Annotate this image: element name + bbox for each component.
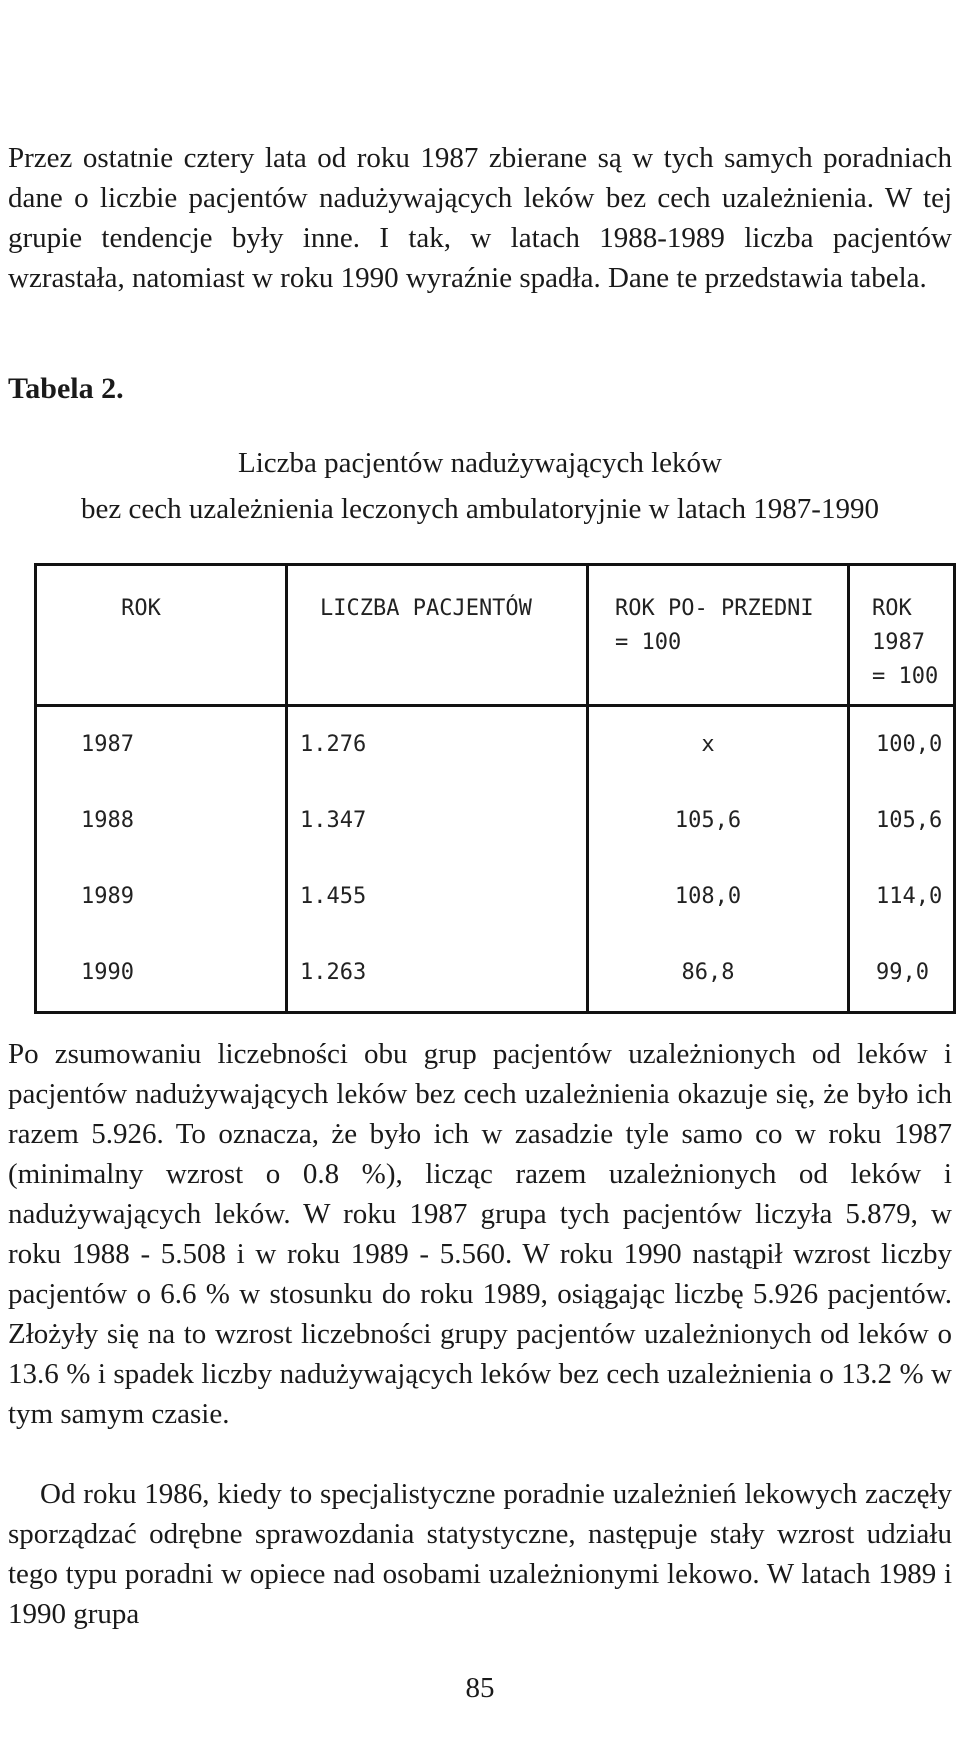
header-year: ROK — [36, 565, 287, 706]
cell-1987-index: 105,6 — [849, 783, 955, 859]
table-row — [36, 859, 955, 935]
cell-patient-count: 1.455 — [287, 859, 588, 935]
paragraph-specialist-clinics: Od roku 1986, kiedy to specjalistyczne poradnie uzależnień lekowych zaczęły sporządzać odrębne sprawozdania statystyczne, następuje stały wzrost udziału tego typu poradni w opiece nad osobami uzależnionymi lekowo. W latach 1989 i 1990 grupa — [8, 1478, 952, 1630]
cell-1987-index: 114,0 — [849, 859, 955, 935]
table-caption-line-2: bez cech uzależnienia leczonych ambulatoryjnie w latach 1987-1990 — [81, 493, 879, 525]
cell-year: 1987 — [81, 732, 134, 757]
table-row — [36, 706, 955, 784]
paragraph-summary: Po zsumowaniu liczebności obu grup pacjentów uzależnionych od leków i pacjentów nadużywających leków bez cech uzależnienia okazuje się, że było ich razem 5.926. To oznacza, że było ich w zasadzie tyle samo co w roku 1987 (minimalny wzrost o 0.8 %), licząc razem uzależnionych od leków i nadużywających leków. W roku 1987 grupa tych pacjentów liczyła 5.879, w roku 1988 - 5.508 i w roku 1989 - 5.560. W roku 1990 nastąpił wzrost liczby pacjentów o 6.6 % w stosunku do roku 1989, osiągając liczbę 5.926 pacjentów. Złożyły się na to wzrost liczebności grupy pacjentów uzależnionych od leków o 13.6 % i spadek liczby nadużywających leków bez cech uzależnienia o 13.2 % w tym samym czasie. — [8, 1038, 952, 1430]
cell-patient-count: 1.347 — [287, 783, 588, 859]
patients-table — [34, 563, 956, 1014]
cell-patient-count: 1.263 — [287, 935, 588, 1013]
paragraph-intro: Przez ostatnie cztery lata od roku 1987 zbierane są w tych samych poradniach dane o liczbie pacjentów nadużywających leków bez cech uzależnienia. W tej grupie tendencje były inne. I tak, w latach 1988-1989 liczba pacjentów wzrastała, natomiast w roku 1990 wyraźnie spadła. Dane te przedstawia tabela. — [8, 142, 952, 294]
table-caption — [0, 440, 960, 532]
header-patient-count: LICZBA PACJENTÓW — [287, 565, 588, 706]
cell-prev-year-index: x — [588, 706, 849, 784]
cell-year: 1989 — [81, 884, 134, 909]
table-row — [36, 935, 955, 1013]
cell-prev-year-index: 86,8 — [588, 935, 849, 1013]
table-label: Tabela 2. — [8, 372, 124, 405]
cell-patient-count: 1.276 — [287, 706, 588, 784]
cell-year: 1990 — [81, 960, 134, 985]
cell-1987-index: 100,0 — [849, 706, 955, 784]
table-row — [36, 783, 955, 859]
cell-year: 1988 — [81, 808, 134, 833]
cell-prev-year-index: 108,0 — [588, 859, 849, 935]
table-caption-line-1: Liczba pacjentów nadużywających leków — [238, 447, 722, 479]
cell-prev-year-index: 105,6 — [588, 783, 849, 859]
header-prev-year-index: ROK PO- PRZEDNI = 100 — [588, 565, 849, 706]
page-number: 85 — [465, 1672, 495, 1704]
header-1987-index: ROK 1987 = 100 — [849, 565, 955, 706]
cell-1987-index: 99,0 — [849, 935, 955, 1013]
table-header-row — [36, 565, 955, 706]
